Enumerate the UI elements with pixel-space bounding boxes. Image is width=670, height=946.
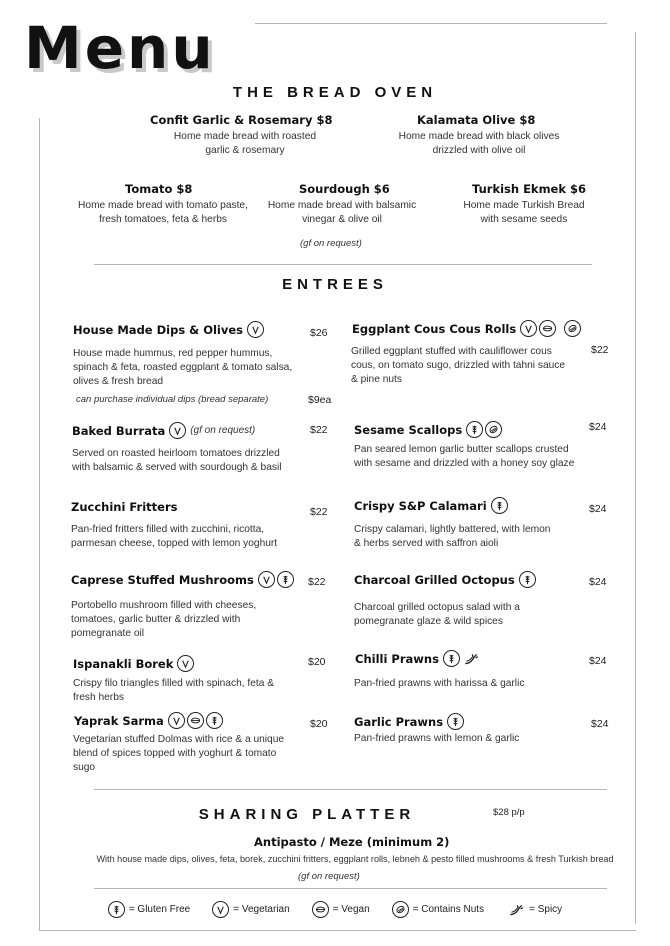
bread-item-desc	[419, 199, 629, 227]
diet-icons	[447, 713, 464, 730]
vegetarian-icon	[258, 571, 275, 588]
legend-item	[212, 901, 289, 918]
entree-price: $20	[310, 718, 328, 730]
desc-line: Home made bread with balsamic	[267, 200, 417, 211]
entree-price: $24	[589, 421, 607, 433]
spicy-icon	[506, 901, 525, 918]
entree-desc	[71, 523, 311, 551]
entrees-heading: ENTREES	[282, 276, 388, 293]
diet-icons	[247, 321, 264, 338]
entree-price: $22	[591, 344, 609, 356]
frame-bottom-line	[39, 930, 636, 931]
desc-line: Home made bread with tomato paste,	[78, 200, 248, 211]
entree-price: $24	[589, 503, 607, 515]
desc-line: fresh herbs	[73, 692, 124, 703]
sharing-heading: SHARING PLATTER	[198, 806, 416, 823]
desc-line: Crispy calamari, lightly battered, with lemon	[354, 524, 551, 535]
entree-name-text: Garlic Prawns	[354, 714, 444, 729]
vegetarian-icon	[168, 712, 185, 729]
desc-line: vinegar & olive oil	[302, 214, 382, 225]
bread-item-name: Tomato $8	[125, 182, 193, 196]
bread-oven-heading: THE BREAD OVEN	[232, 84, 438, 101]
entrees-divider	[94, 789, 607, 790]
entree-name-text: Charcoal Grilled Octopus	[354, 572, 515, 587]
vegetarian-icon	[169, 422, 186, 439]
desc-line: with sesame and drizzled with a honey soy glaze	[354, 458, 575, 469]
desc-line: Pan-fried prawns with lemon & garlic	[354, 733, 520, 744]
diet-icons	[177, 655, 194, 672]
entree-price: $22	[310, 506, 328, 518]
entree-desc	[72, 447, 312, 475]
entree-desc	[354, 732, 594, 746]
desc-line: blend of spices topped with yoghurt & tomato	[73, 748, 277, 759]
entree-name	[354, 713, 464, 730]
sharing-name: Antipasto / Meze (minimum 2)	[254, 835, 450, 849]
vegetarian-icon	[247, 321, 264, 338]
legend-label: = Spicy	[529, 904, 563, 915]
gf-note: (gf on request)	[190, 425, 256, 436]
bread-divider	[94, 264, 592, 265]
desc-line: Vegetarian stuffed Dolmas with rice & a unique	[73, 734, 285, 745]
desc-line: olives & fresh bread	[73, 376, 164, 387]
gluten-free-icon	[277, 571, 294, 588]
bread-item-desc	[140, 130, 350, 158]
desc-line: parmesan cheese, topped with lemon yoghurt	[71, 538, 278, 549]
desc-line: & pine nuts	[351, 374, 402, 385]
bread-item-name: Sourdough $6	[299, 182, 390, 196]
entree-name	[355, 650, 481, 667]
contains-nuts-icon	[564, 320, 581, 337]
desc-line: spinach & feta, roasted eggplant & tomato salsa,	[73, 362, 293, 373]
gluten-free-icon	[108, 901, 125, 918]
legend-label: = Contains Nuts	[412, 904, 485, 915]
desc-line: Pan-fried fritters filled with zucchini, ricotta,	[71, 524, 265, 535]
desc-line: Home made Turkish Bread	[463, 200, 585, 211]
desc-line: tomatoes, garlic butter & drizzled with	[71, 614, 241, 625]
bread-item-name: Turkish Ekmek $6	[472, 182, 587, 196]
entree-desc	[351, 345, 591, 387]
entree-name-text: Zucchini Fritters	[71, 500, 178, 514]
entree-name	[354, 571, 536, 588]
bread-item-desc	[374, 130, 584, 158]
entree-name-text: Baked Burrata	[72, 423, 166, 438]
entree-desc	[73, 677, 313, 705]
desc-line: Served on roasted heirloom tomatoes drizzled	[72, 448, 280, 459]
legend-label: = Vegetarian	[233, 904, 290, 915]
entree-name-text: Caprese Stuffed Mushrooms	[71, 572, 254, 587]
vegan-icon	[187, 712, 204, 729]
desc-line: drizzled with olive oil	[432, 145, 526, 156]
entree-desc	[73, 733, 313, 775]
desc-line: with sesame seeds	[480, 214, 568, 225]
frame-right-line	[635, 32, 636, 924]
gluten-free-icon	[206, 712, 223, 729]
vegetarian-icon	[177, 655, 194, 672]
entree-name	[73, 655, 194, 672]
entree-desc	[354, 523, 594, 551]
entree-name	[71, 500, 177, 514]
spicy-icon	[462, 650, 481, 667]
gluten-free-icon	[447, 713, 464, 730]
diet-icons	[443, 650, 481, 667]
entree-name-text: Sesame Scallops	[354, 422, 463, 437]
entree-name-text: Chilli Prawns	[355, 651, 439, 666]
entree-name-text: House Made Dips & Olives	[73, 322, 244, 337]
entree-price: $26	[310, 327, 328, 339]
legend-divider	[94, 888, 607, 889]
desc-line: & herbs served with saffron aioli	[354, 538, 499, 549]
desc-line: pomegranate glaze & wild spices	[354, 616, 503, 627]
contains-nuts-icon	[485, 421, 502, 438]
desc-line: Home made bread with black olives	[398, 131, 560, 142]
entree-desc	[354, 677, 594, 691]
gf-note: (gf on request)	[300, 238, 362, 249]
bread-item-name: Confit Garlic & Rosemary $8	[150, 113, 333, 127]
legend-item	[108, 901, 190, 918]
legend-item	[392, 901, 484, 918]
desc-line: pomegranate oil	[71, 628, 145, 639]
desc-line: House made hummus, red pepper hummus,	[73, 348, 273, 359]
desc-line: garlic & rosemary	[205, 145, 285, 156]
gf-note: (gf on request)	[298, 871, 360, 882]
desc-line: Pan seared lemon garlic butter scallops crusted	[354, 444, 569, 455]
entree-name	[73, 321, 264, 338]
entree-name-text: Eggplant Cous Cous Rolls	[352, 321, 517, 336]
dips-note-price: $9ea	[308, 394, 332, 406]
gluten-free-icon	[466, 421, 483, 438]
vegan-icon	[539, 320, 556, 337]
diet-icons	[169, 422, 186, 439]
diet-icons	[466, 421, 502, 438]
entree-desc	[354, 443, 604, 471]
entree-name	[354, 497, 508, 514]
entree-name	[352, 320, 581, 337]
diet-icons	[491, 497, 508, 514]
legend-item	[312, 901, 370, 918]
contains-nuts-icon	[392, 901, 409, 918]
entree-name-text: Crispy S&P Calamari	[354, 498, 487, 513]
desc-line: Grilled eggplant stuffed with cauliflower cous	[351, 346, 552, 357]
entree-desc	[354, 601, 594, 629]
diet-icons	[519, 571, 536, 588]
vegetarian-icon	[212, 901, 229, 918]
diet-icons	[168, 712, 223, 729]
sharing-desc: With house made dips, olives, feta, borek, zucchini fritters, eggplant rolls, lebneh & pesto filled mushrooms & fresh Turkish bread	[96, 854, 614, 864]
diet-icons	[258, 571, 294, 588]
diet-icons	[520, 320, 581, 337]
dietary-legend	[0, 901, 670, 918]
entree-price: $24	[589, 655, 607, 667]
entree-price: $22	[308, 576, 326, 588]
legend-label: = Gluten Free	[128, 904, 191, 915]
vegetarian-icon	[520, 320, 537, 337]
entree-price: $22	[310, 424, 328, 436]
page-title: Menu	[24, 14, 216, 82]
dips-note: can purchase individual dips (bread separate)	[76, 394, 269, 405]
entree-name	[72, 422, 255, 439]
desc-line: Crispy filo triangles filled with spinach, feta &	[73, 678, 275, 689]
gluten-free-icon	[443, 650, 460, 667]
entree-price: $24	[589, 576, 607, 588]
desc-line: Home made bread with roasted	[173, 131, 317, 142]
entree-name	[74, 712, 223, 729]
desc-line: with balsamic & served with sourdough & basil	[72, 462, 282, 473]
frame-top-line	[255, 23, 607, 24]
desc-line: Portobello mushroom filled with cheeses,	[71, 600, 257, 611]
desc-line: sugo	[73, 762, 96, 773]
entree-desc	[73, 347, 313, 389]
entree-name	[354, 421, 502, 438]
entree-desc	[71, 599, 311, 641]
bread-item-name: Kalamata Olive $8	[417, 113, 536, 127]
entree-name-text: Yaprak Sarma	[74, 713, 164, 728]
legend-item	[506, 901, 562, 918]
desc-line: cous, on tomato sugo, drizzled with tahni sauce	[351, 360, 566, 371]
bread-item-desc	[237, 199, 447, 227]
legend-label: = Vegan	[332, 904, 370, 915]
vegan-icon	[312, 901, 329, 918]
desc-line: fresh tomatoes, feta & herbs	[99, 214, 227, 225]
entree-name-text: Ispanakli Borek	[73, 656, 174, 671]
entree-price: $20	[308, 656, 326, 668]
desc-line: Pan-fried prawns with harissa & garlic	[354, 678, 525, 689]
gluten-free-icon	[519, 571, 536, 588]
sharing-price: $28 p/p	[493, 807, 525, 818]
desc-line: Charcoal grilled octopus salad with a	[354, 602, 520, 613]
entree-name	[71, 571, 294, 588]
gluten-free-icon	[491, 497, 508, 514]
entree-price: $24	[591, 718, 609, 730]
